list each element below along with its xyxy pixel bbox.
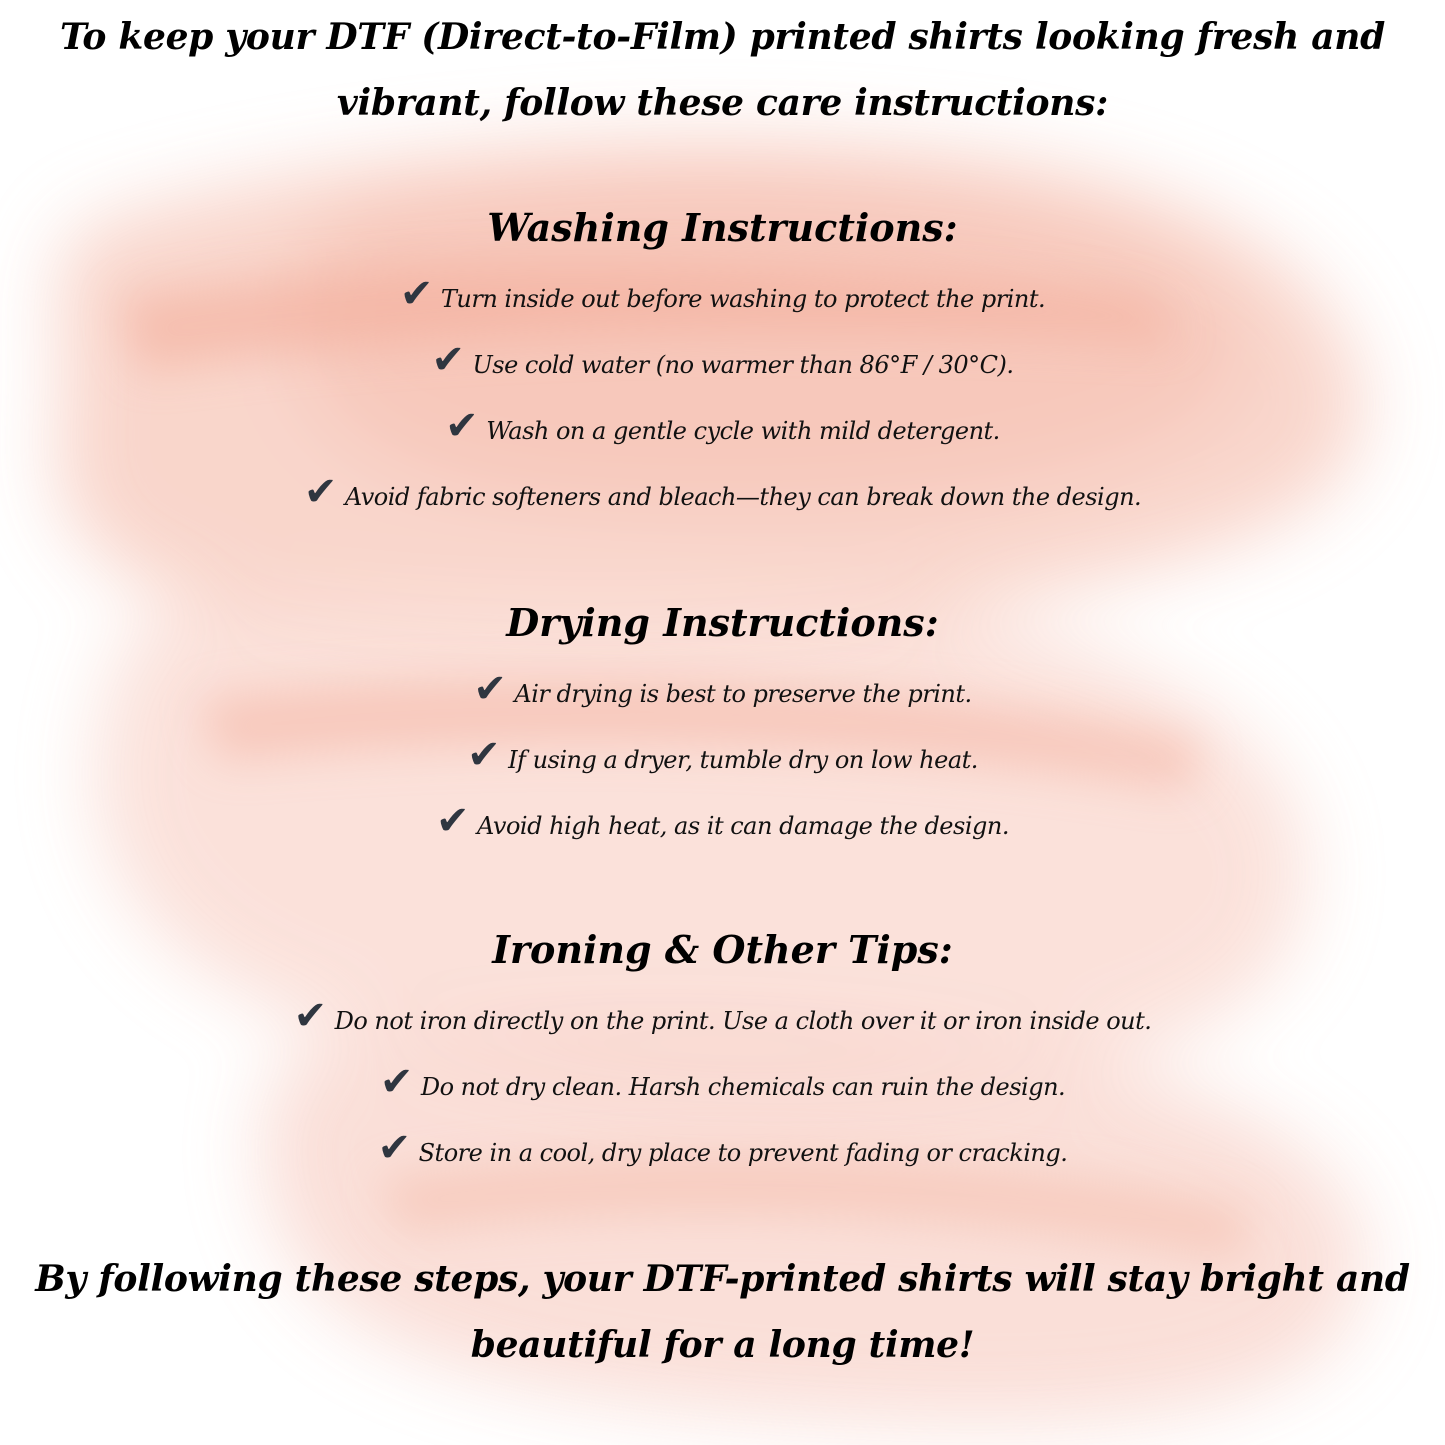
intro-text: To keep your DTF (Direct-to-Film) printed shirts looking fresh and vibrant, follow these care instructions: <box>60 16 1385 124</box>
ironing-item: ✔ Do not dry clean. Harsh chemicals can ruin the design. <box>0 1049 1445 1115</box>
check-mark-icon: ✔ <box>467 732 501 778</box>
outro-text: By following these steps, your DTF-printed shirts will stay bright and beautiful for a long time! <box>35 1258 1410 1366</box>
drying-item: ✔ Air drying is best to preserve the print. <box>0 656 1445 722</box>
ironing-title: Ironing & Other Tips: <box>492 927 953 972</box>
washing-section <box>0 195 1445 525</box>
check-mark-icon: ✔ <box>399 271 433 317</box>
ironing-item: ✔ Do not iron directly on the print. Use a cloth over it or iron inside out. <box>0 983 1445 1049</box>
washing-item: ✔ Avoid fabric softeners and bleach—they can break down the design. <box>0 459 1445 525</box>
drying-title: Drying Instructions: <box>506 600 939 645</box>
check-mark-icon: ✔ <box>293 993 327 1039</box>
check-mark-icon: ✔ <box>377 1125 411 1171</box>
ironing-item: ✔ Store in a cool, dry place to prevent fading or cracking. <box>0 1115 1445 1181</box>
check-mark-icon: ✔ <box>445 403 479 449</box>
ironing-section <box>0 917 1445 1181</box>
check-mark-icon: ✔ <box>473 666 507 712</box>
drying-item: ✔ Avoid high heat, as it can damage the design. <box>0 788 1445 854</box>
drying-item: ✔ If using a dryer, tumble dry on low heat. <box>0 722 1445 788</box>
drying-section <box>0 590 1445 854</box>
check-mark-icon: ✔ <box>431 337 465 383</box>
check-mark-icon: ✔ <box>379 1059 413 1105</box>
washing-item: ✔ Wash on a gentle cycle with mild detergent. <box>0 393 1445 459</box>
washing-item: ✔ Turn inside out before washing to protect the print. <box>0 261 1445 327</box>
washing-item: ✔ Use cold water (no warmer than 86°F / 30°C). <box>0 327 1445 393</box>
check-mark-icon: ✔ <box>303 469 337 515</box>
washing-title: Washing Instructions: <box>487 205 958 250</box>
check-mark-icon: ✔ <box>436 798 470 844</box>
